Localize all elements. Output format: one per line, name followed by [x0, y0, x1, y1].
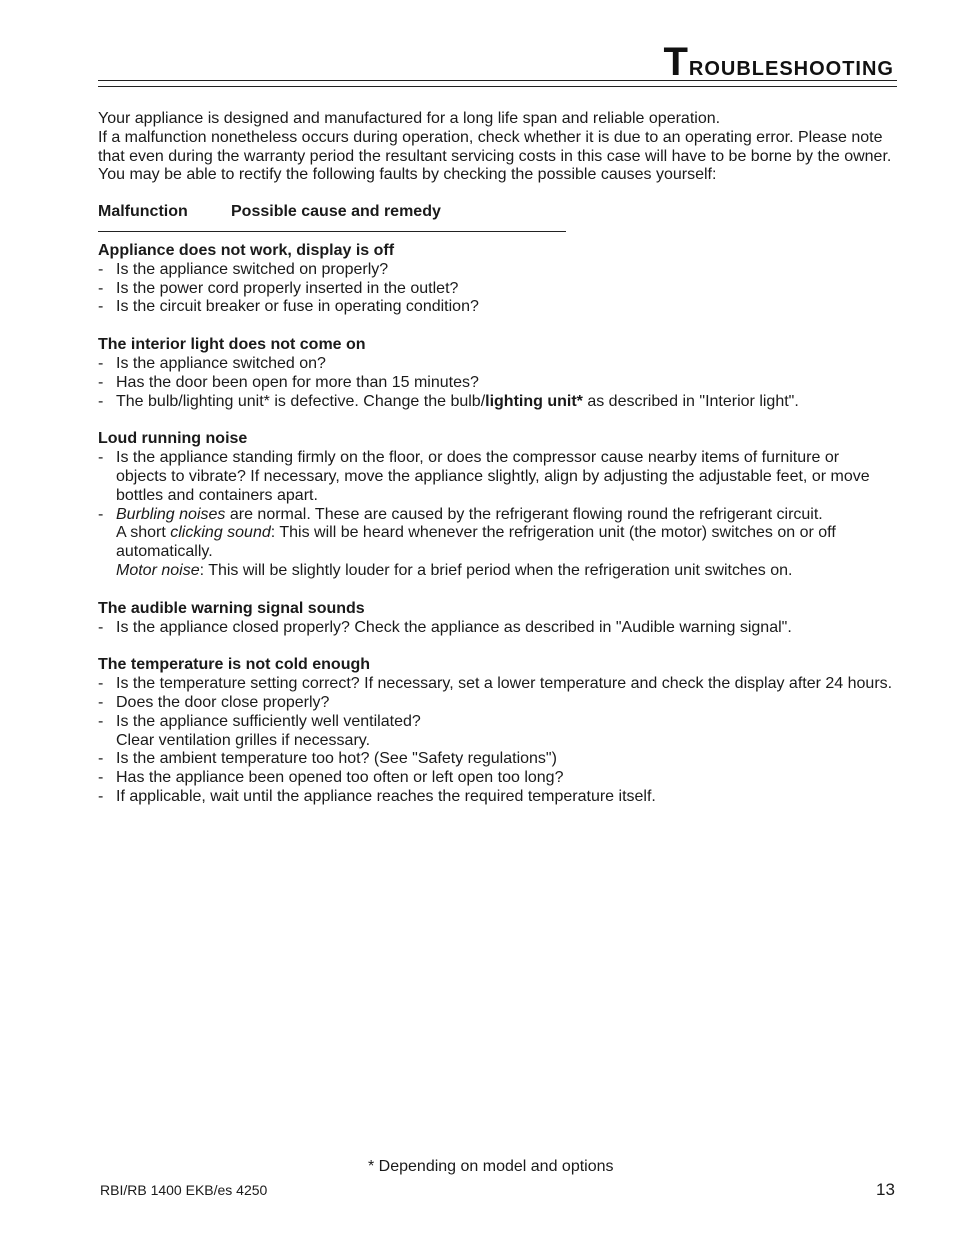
list-item: - Is the appliance switched on? [98, 355, 893, 374]
section-running-noise [98, 430, 893, 580]
clicking-label: clicking sound [170, 524, 271, 542]
page-title [663, 42, 894, 82]
page-number: 13 [876, 1180, 895, 1199]
list-item: - Is the appliance switched on properly? [98, 261, 893, 280]
ventilation-line-1: - Is the appliance sufficiently well ventilated? [116, 712, 421, 730]
model-number: RBI/RB 1400 EKB/es 4250 [100, 1182, 268, 1198]
clicking-prefix: A short [116, 524, 171, 542]
list-item: - If applicable, wait until the appliance reaches the required temperature itself. [98, 788, 893, 807]
column-remedy: Possible cause and remedy [231, 203, 441, 221]
section-title: Loud running noise [98, 430, 248, 448]
list-item: - Is the temperature setting correct? If necessary, set a lower temperature and check the display after 24 hours. [98, 675, 893, 694]
bulb-text-before: The bulb/lighting unit* is defective. Change the bulb/ [116, 392, 486, 410]
item-list [98, 261, 893, 317]
list-item: - Is the appliance closed properly? Check the appliance as described in "Audible warning signal". [98, 619, 893, 638]
bulb-text-bold: lighting unit* [485, 392, 583, 410]
item-list [98, 675, 893, 807]
list-item: - Is the appliance standing firmly on the floor, or does the compressor cause nearby items of furniture or objects to vibrate? If necessary, move the appliance slightly, align by adjusting the adjustable feet, or move bottles and containers apart. [98, 449, 893, 505]
burbling-line [116, 506, 893, 525]
item-list [98, 619, 893, 638]
intro-line: If a malfunction nonetheless occurs during operation, check whether it is due to an operating error. Please note that even during the warranty period the resultant servicing costs in this case will have to be borne by the owner. [98, 128, 892, 165]
clicking-text: : This will be heard whenever the refrigeration unit (the motor) switches on or off automatically. [116, 524, 836, 561]
list-item [98, 393, 893, 412]
section-interior-light [98, 336, 893, 411]
title-rule-thin [98, 86, 897, 87]
intro-line: Your appliance is designed and manufactured for a long life span and reliable operation. [98, 110, 721, 127]
intro-paragraph [98, 110, 893, 185]
section-title: The temperature is not cold enough [98, 656, 371, 674]
title-rule-thick [98, 80, 897, 81]
list-item: - Has the appliance been opened too often or left open too long? [98, 769, 893, 788]
column-header [98, 203, 893, 222]
bulb-text-after: as described in "Interior light". [582, 392, 799, 410]
page-title-rest: roubleshooting [688, 50, 894, 81]
motor-line [116, 562, 893, 581]
list-item: - Is the power cord properly inserted in the outlet? [98, 280, 893, 299]
section-title: Appliance does not work, display is off [98, 241, 395, 259]
list-item: - Is the ambient temperature too hot? (See "Safety regulations") [98, 750, 893, 769]
item-list [98, 449, 893, 581]
item-list [98, 355, 893, 411]
column-header-rule [98, 231, 566, 232]
motor-text: : This will be slightly louder for a brief period when the refrigeration unit switches on. [199, 561, 793, 579]
motor-label: Motor noise [116, 561, 200, 579]
section-title: The interior light does not come on [98, 336, 366, 354]
section-temperature [98, 656, 893, 806]
list-item: - Is the circuit breaker or fuse in operating condition? [98, 298, 893, 317]
list-item: - Does the door close properly? [98, 694, 893, 713]
ventilation-line-2: Clear ventilation grilles if necessary. [116, 731, 371, 749]
section-no-power [98, 242, 893, 317]
burbling-text: are normal. These are caused by the refrigerant flowing round the refrigerant circuit. [225, 505, 823, 523]
section-warning-signal [98, 600, 893, 638]
clicking-line [116, 524, 893, 562]
burbling-label: Burbling noises [116, 505, 226, 523]
footnote: * Depending on model and options [368, 1158, 614, 1175]
page-title-initial: T [663, 40, 689, 84]
list-item [98, 713, 893, 751]
main-content [98, 110, 893, 807]
intro-line: You may be able to rectify the following faults by checking the possible causes yourself: [98, 166, 717, 184]
column-malfunction: Malfunction [98, 203, 188, 221]
section-title: The audible warning signal sounds [98, 599, 365, 617]
list-item: - Has the door been open for more than 15 minutes? [98, 374, 893, 393]
list-item [98, 506, 893, 581]
